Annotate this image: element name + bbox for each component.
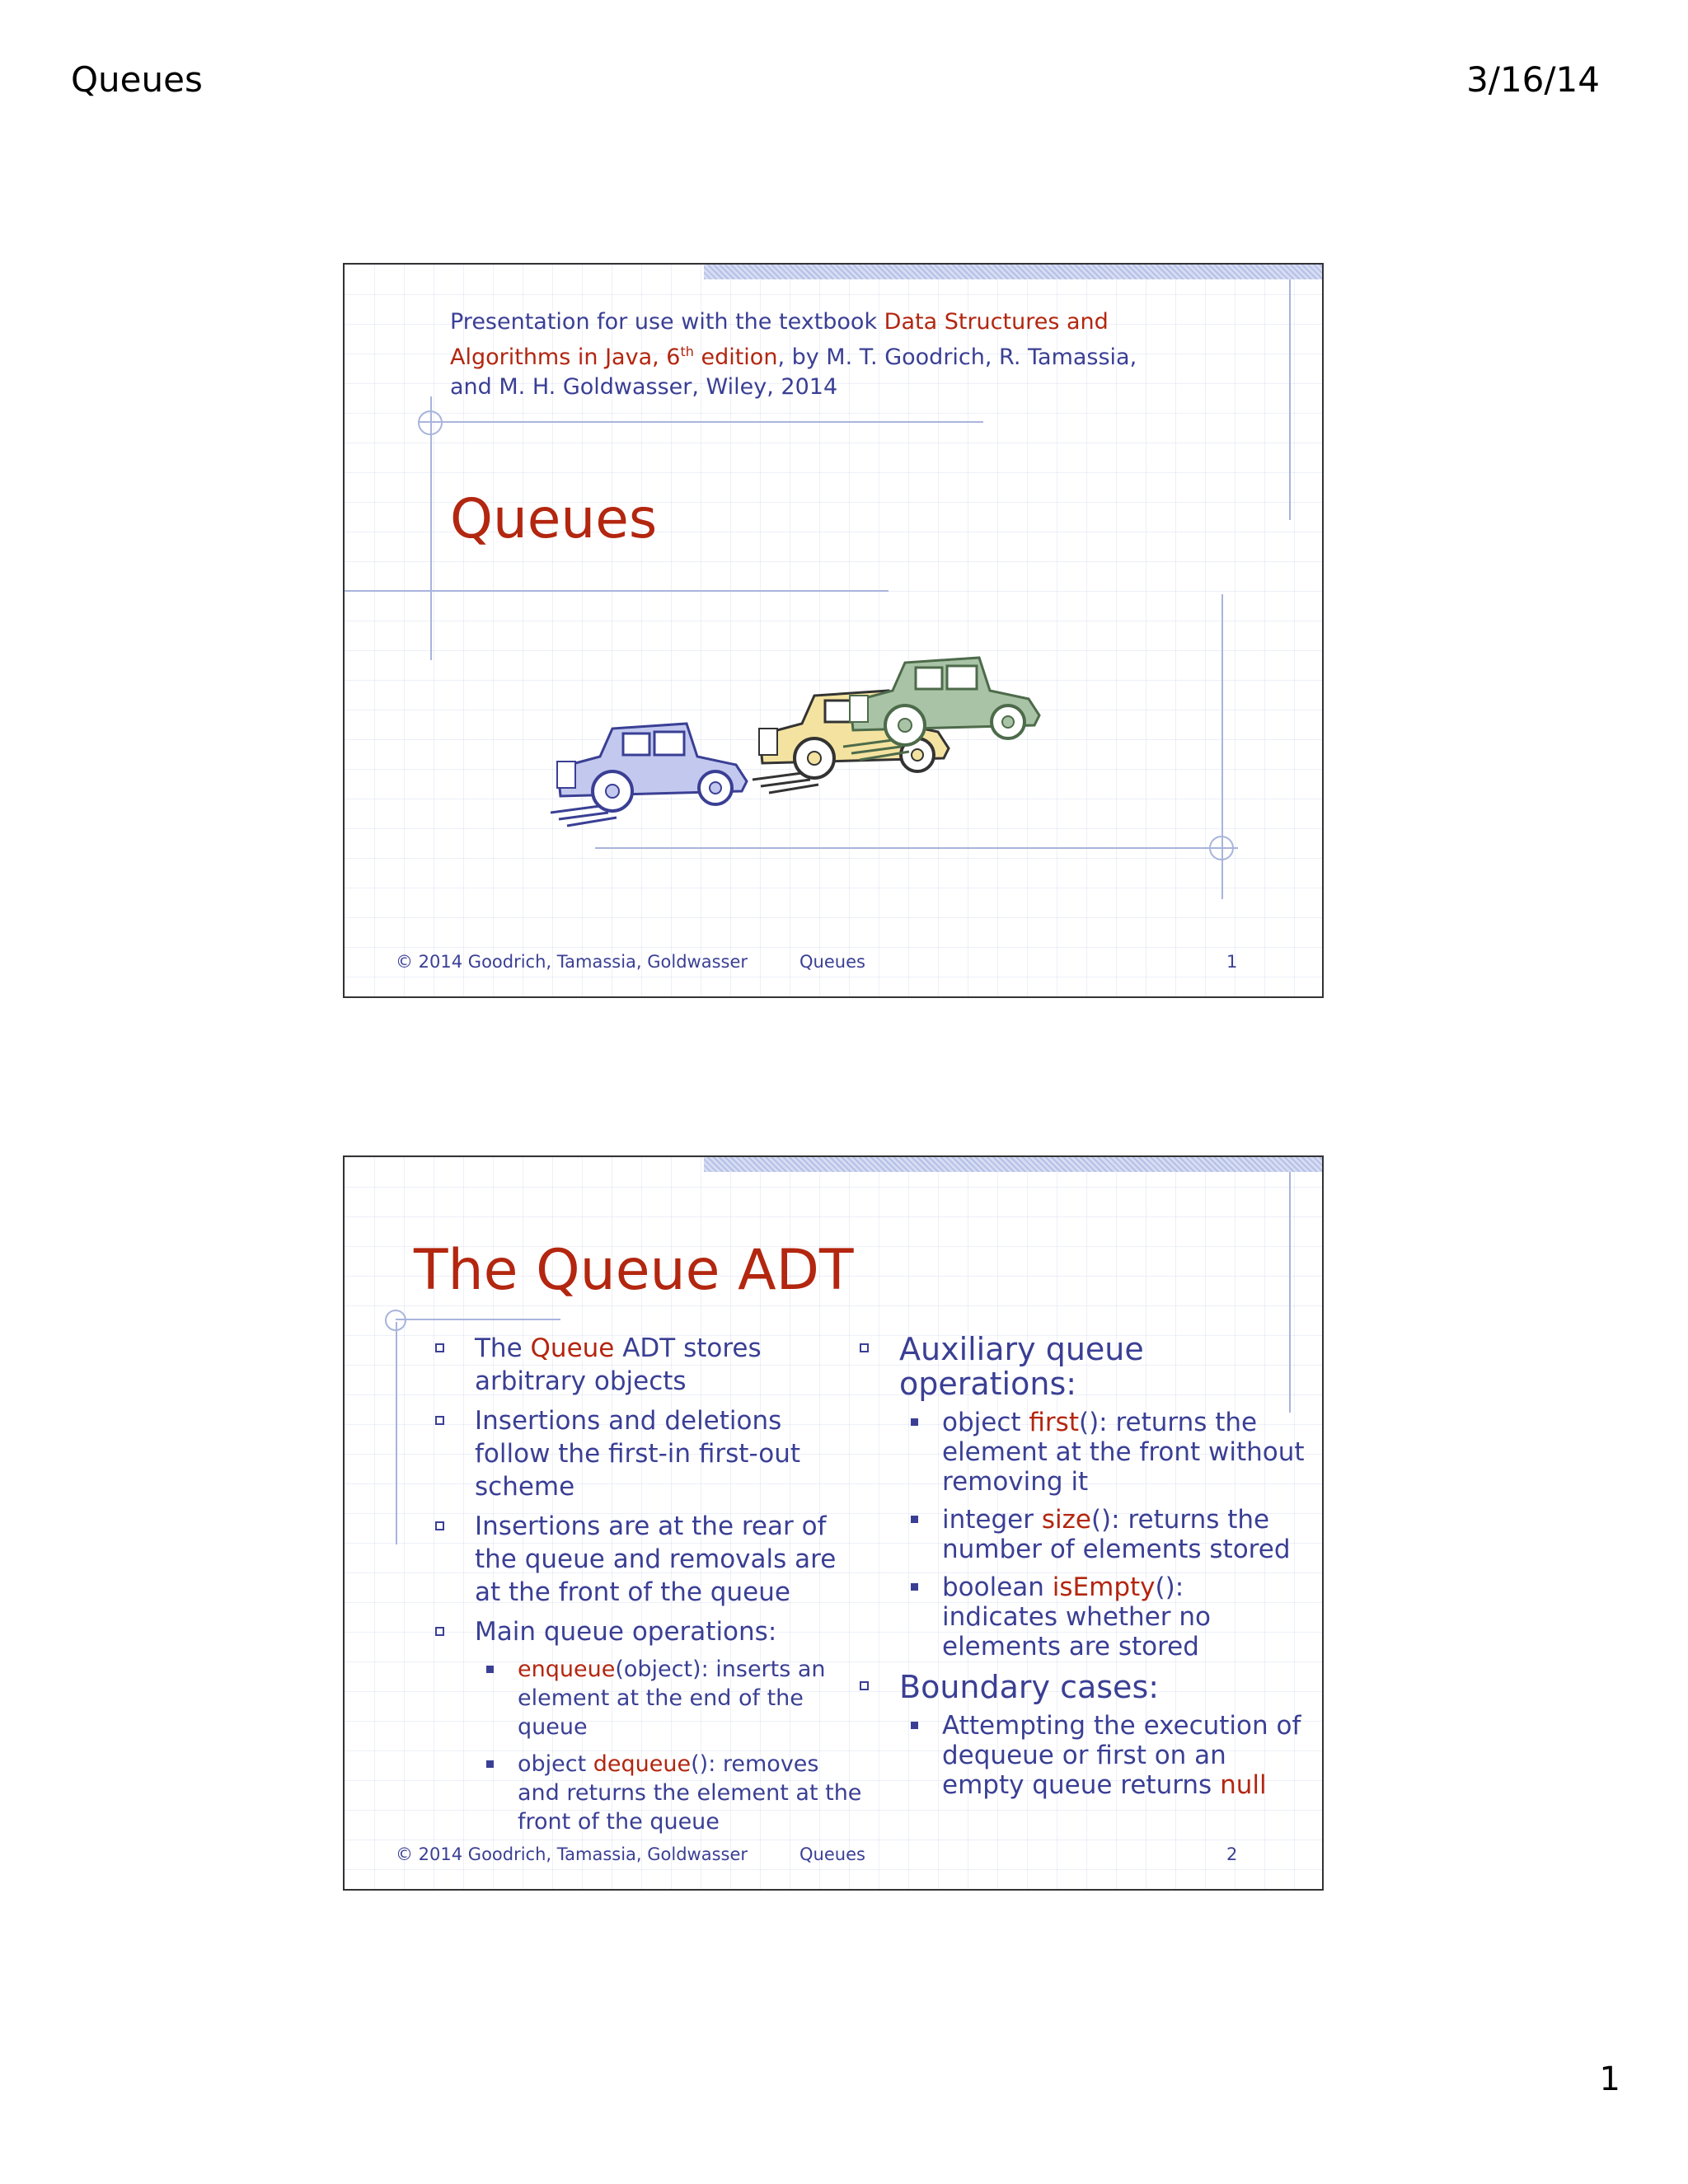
- slide-2: [343, 1155, 1324, 1891]
- book-title: Data Structures and Algorithms in Java, 6: [450, 309, 1109, 370]
- right-column: [860, 1332, 1305, 1808]
- crosshair-icon: [377, 1302, 414, 1338]
- slide-title: Queues: [450, 487, 658, 551]
- decorative-line: [595, 847, 1238, 849]
- filled-bullet-icon: [911, 1418, 918, 1426]
- footer-topic: Queues: [799, 952, 865, 972]
- square-bullet-icon: [860, 1681, 869, 1690]
- keyword-size: size: [1041, 1505, 1091, 1535]
- keyword-queue: Queue: [530, 1333, 615, 1363]
- filled-bullet-icon: [911, 1583, 918, 1591]
- keyword-dequeue: dequeue: [593, 1751, 692, 1777]
- filled-bullet-icon: [486, 1666, 494, 1673]
- bullet-text: The: [475, 1333, 531, 1363]
- decorative-line: [396, 1319, 560, 1320]
- bullet-text: (object): inserts an element at the end of the queue: [518, 1657, 826, 1740]
- keyword-enqueue: enqueue: [518, 1657, 616, 1682]
- decorative-line: [345, 590, 889, 592]
- decorative-strip: [704, 265, 1322, 279]
- footer-copyright: © 2014 Goodrich, Tamassia, Goldwasser: [396, 1844, 748, 1864]
- bullet-text: boolean: [942, 1572, 1053, 1602]
- filled-bullet-icon: [486, 1760, 494, 1768]
- sub-bullet-item: [435, 1655, 864, 1741]
- bullet-text: Insertions are at the rear of the queue and removals are at the front of the queue: [475, 1511, 837, 1607]
- page-number: 1: [1599, 2060, 1620, 2098]
- sub-bullet-item: [435, 1750, 864, 1836]
- bullet-text: Main queue operations:: [475, 1617, 777, 1647]
- bullet-item: [435, 1332, 864, 1398]
- crosshair-icon: [1203, 830, 1240, 866]
- decorative-line: [396, 1322, 397, 1544]
- left-column: [435, 1332, 864, 1844]
- keyword-null: null: [1220, 1770, 1267, 1800]
- decorative-line: [419, 421, 983, 423]
- bullet-item: [860, 1670, 1305, 1704]
- page-header-date: 3/16/14: [1466, 59, 1600, 100]
- bullet-text: Insertions and deletions follow the first-in first-out scheme: [475, 1406, 800, 1502]
- square-bullet-icon: [435, 1521, 444, 1530]
- square-bullet-icon: [435, 1627, 444, 1636]
- square-bullet-icon: [435, 1416, 444, 1425]
- bullet-item: [435, 1404, 864, 1503]
- sub-bullet-item: [860, 1408, 1305, 1497]
- bullet-text: (): returns the number of elements stored: [942, 1505, 1291, 1564]
- slide-1: [343, 263, 1324, 998]
- bullet-text: object: [942, 1408, 1029, 1437]
- bullet-item: [435, 1510, 864, 1609]
- filled-bullet-icon: [911, 1722, 918, 1729]
- decorative-line: [1289, 279, 1291, 520]
- keyword-isempty: isEmpty: [1052, 1572, 1156, 1602]
- bullet-text: (): indicates whether no elements are stored: [942, 1572, 1211, 1661]
- footer-topic: Queues: [799, 1844, 865, 1864]
- bullet-text: (): returns the element at the front without removing it: [942, 1408, 1305, 1497]
- bullet-item: [860, 1332, 1305, 1401]
- page-header-title: Queues: [71, 59, 203, 100]
- textbook-caption: [450, 307, 1159, 402]
- edition-superscript: th: [680, 344, 694, 359]
- square-bullet-icon: [435, 1343, 444, 1352]
- footer-slide-number: 2: [1226, 1844, 1238, 1864]
- bullet-text: Attempting the execution of dequeue or first on an empty queue returns: [942, 1711, 1301, 1800]
- vintage-cars-illustration: [551, 640, 1045, 837]
- authors-text: , by M. T. Goodrich, R. Tamassia, and M. H. Goldwasser, Wiley, 2014: [450, 344, 1137, 400]
- blue-car-icon: [551, 724, 747, 826]
- bullet-text: Boundary cases:: [899, 1669, 1160, 1705]
- footer-slide-number: 1: [1226, 952, 1238, 972]
- bullet-item: [435, 1615, 864, 1648]
- footer-copyright: © 2014 Goodrich, Tamassia, Goldwasser: [396, 952, 748, 972]
- sub-bullet-item: [860, 1711, 1305, 1800]
- edition-text: edition: [693, 344, 778, 370]
- filled-bullet-icon: [911, 1516, 918, 1523]
- bullet-text: object: [518, 1751, 593, 1777]
- bullet-text: integer: [942, 1505, 1042, 1535]
- sub-bullet-item: [860, 1572, 1305, 1661]
- caption-text: Presentation for use with the textbook: [450, 309, 884, 335]
- bullet-text: (): removes and returns the element at the front of the queue: [518, 1751, 862, 1835]
- sub-bullet-item: [860, 1505, 1305, 1564]
- bullet-text: ADT stores arbitrary objects: [475, 1333, 762, 1396]
- square-bullet-icon: [860, 1343, 869, 1352]
- slide-title: The Queue ADT: [414, 1238, 854, 1303]
- crosshair-icon: [412, 405, 448, 441]
- keyword-first: first: [1029, 1408, 1079, 1437]
- bullet-text: Auxiliary queue operations:: [899, 1331, 1144, 1402]
- decorative-strip: [704, 1157, 1322, 1172]
